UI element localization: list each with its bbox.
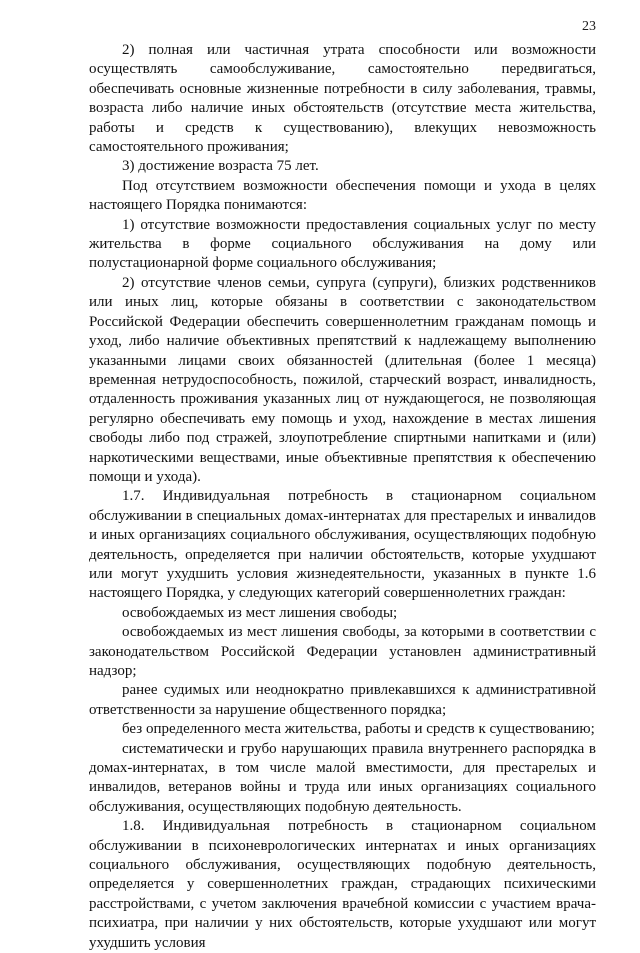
paragraph-1-no-services: 1) отсутствие возможности предоставления социальных услуг по месту жительства в форме социального обслуживания на дому или полустационарной форме социального обслуживания; [89, 216, 596, 272]
list-item-homeless: без определенного места жительства, работы и средств к существованию; [122, 721, 595, 738]
paragraph-care-definition: Под отсутствием возможности обеспечения помощи и ухода в целях настоящего Порядка понимаются: [89, 177, 596, 214]
list-item-previously-convicted: ранее судимых или неоднократно привлекавшихся к административной ответственности за нарушение общественного порядка; [89, 682, 596, 718]
list-item-released-prisoners: освобождаемых из мест лишения свободы; [122, 604, 398, 621]
paragraph-2-loss-of-ability: 2) полная или частичная утрата способности или возможности осуществлять самообслуживание, самостоятельно передвигаться, обеспечивать основные жизненные потребности в силу заболевания, травмы, возраста либо наличие иных обстоятельств (отсутствие места жительства, работы и средств к существованию), влекущих невозможность самостоятельного проживания; [89, 42, 596, 156]
paragraph-1-7: 1.7. Индивидуальная потребность в стационарном социальном обслуживании в специальных домах-интернатах для престарелых и инвалидов и иных организациях социального обслуживания, осуществляющих подобную деятельность, определяется при наличии обстоятельств, которые ухудшают или могут ухудшить условия жизнедеятельности, указанных в пункте 1.6 настоящего Порядка, у следующих категорий совершеннолетних граждан: [89, 488, 596, 602]
list-item-rule-violators: систематически и грубо нарушающих правила внутреннего распорядка в домах-интернатах, в том числе малой вместимости, для престарелых и инвалидов, ветеранов войны и труда или иных организациях социального обслуживания, осуществляющих подобную деятельность. [89, 740, 596, 815]
page-number: 23 [582, 19, 596, 34]
paragraph-3-age-75: 3) достижение возраста 75 лет. [122, 158, 319, 175]
paragraph-2-no-relatives: 2) отсутствие членов семьи, супруга (супруги), близких родственников или иных лиц, которые обязаны в соответствии с законодательством Российской Федерации обеспечить совершеннолетним гражданам помощь и уход, либо наличие объективных препятствий к надлежащему выполнению указанными лицами своих обязанностей (длительная (более 1 месяца) временная нетрудоспособность, пожилой, старческий возраст, инвалидность, отдаленность проживания указанных лиц от нуждающегося, не позволяющая регулярно обеспечивать ему помощь и уход, нахождение в местах лишения свободы либо под стражей, злоупотребление спиртными напитками и (или) наркотическими веществами, иные объективные препятствия к обеспечению помощи и ухода). [89, 274, 596, 485]
paragraph-1-8: 1.8. Индивидуальная потребность в стационарном социальном обслуживании в психоневрологических интернатах и иных организациях социального обслуживания, осуществляющих подобную деятельность, определяется у совершеннолетних граждан, страдающих психическими расстройствами, с учетом заключения врачебной комиссии с участием врача-психиатра, при наличии у них обстоятельств, которые ухудшают или могут ухудшить условия [89, 818, 596, 951]
body-text [89, 41, 596, 953]
list-item-supervised-released: освобождаемых из мест лишения свободы, за которыми в соответствии с законодательством Российской Федерации установлен административный надзор; [89, 624, 596, 679]
